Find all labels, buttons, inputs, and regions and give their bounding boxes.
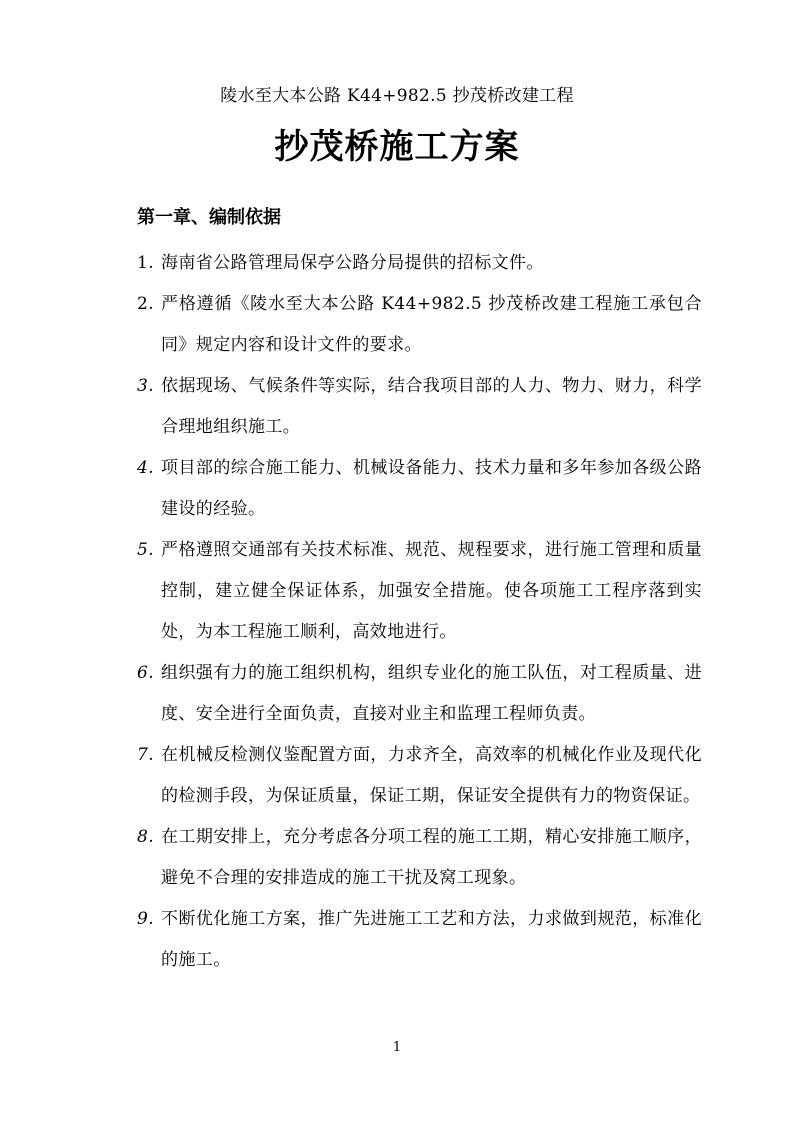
list-item — [137, 243, 702, 284]
list-item-number: 7. — [137, 745, 155, 765]
list-item — [137, 284, 702, 366]
list-item-text: 在工期安排上，充分考虑各分项工程的施工工期，精心安排施工顺序，避免不合理的安排造成的施工干扰及窝工现象。 — [161, 827, 702, 888]
basis-list — [137, 243, 702, 981]
list-item-number: 3. — [137, 376, 155, 396]
page-number: 1 — [392, 1040, 402, 1055]
document-title: 抄茂桥施工方案 — [274, 127, 520, 167]
list-item-text: 依据现场、气候条件等实际，结合我项目部的人力、物力、财力，科学合理地组织施工。 — [161, 376, 702, 437]
list-item-number: 2. — [137, 294, 155, 314]
list-item-number: 4. — [137, 458, 155, 478]
list-item-text: 严格遵照交通部有关技术标准、规范、规程要求，进行施工管理和质量控制，建立健全保证体系，加强安全措施。使各项施工工程序落到实处，为本工程施工顺利，高效地进行。 — [161, 540, 702, 642]
project-subtitle: 陵水至大本公路 K44+982.5 抄茂桥改建工程 — [220, 86, 574, 106]
list-item — [137, 735, 702, 817]
list-item-text: 项目部的综合施工能力、机械设备能力、技术力量和多年参加各级公路建设的经验。 — [161, 458, 702, 519]
list-item-text: 严格遵循《陵水至大本公路 K44+982.5 抄茂桥改建工程施工承包合同》规定内容和设计文件的要求。 — [161, 294, 702, 355]
list-item — [137, 366, 702, 448]
chapter-heading: 第一章、编制依据 — [137, 207, 281, 228]
list-item — [137, 817, 702, 899]
list-item-number: 9. — [137, 909, 155, 929]
list-item — [137, 899, 702, 981]
list-item-number: 8. — [137, 827, 155, 847]
list-item-text: 在机械反检测仪鉴配置方面，力求齐全，高效率的机械化作业及现代化的检测手段，为保证质量，保证工期，保证安全提供有力的物资保证。 — [161, 745, 702, 806]
list-item-text: 海南省公路管理局保亭公路分局提供的招标文件。 — [161, 253, 544, 273]
list-item — [137, 530, 702, 653]
list-item — [137, 653, 702, 735]
list-item-number: 1. — [137, 253, 155, 273]
list-item-text: 组织强有力的施工组织机构，组织专业化的施工队伍，对工程质量、进度、安全进行全面负责，直接对业主和监理工程师负责。 — [161, 663, 702, 724]
list-item — [137, 448, 702, 530]
list-item-text: 不断优化施工方案，推广先进施工工艺和方法，力求做到规范，标准化的施工。 — [161, 909, 702, 970]
list-item-number: 5. — [137, 540, 155, 560]
list-item-number: 6. — [137, 663, 155, 683]
